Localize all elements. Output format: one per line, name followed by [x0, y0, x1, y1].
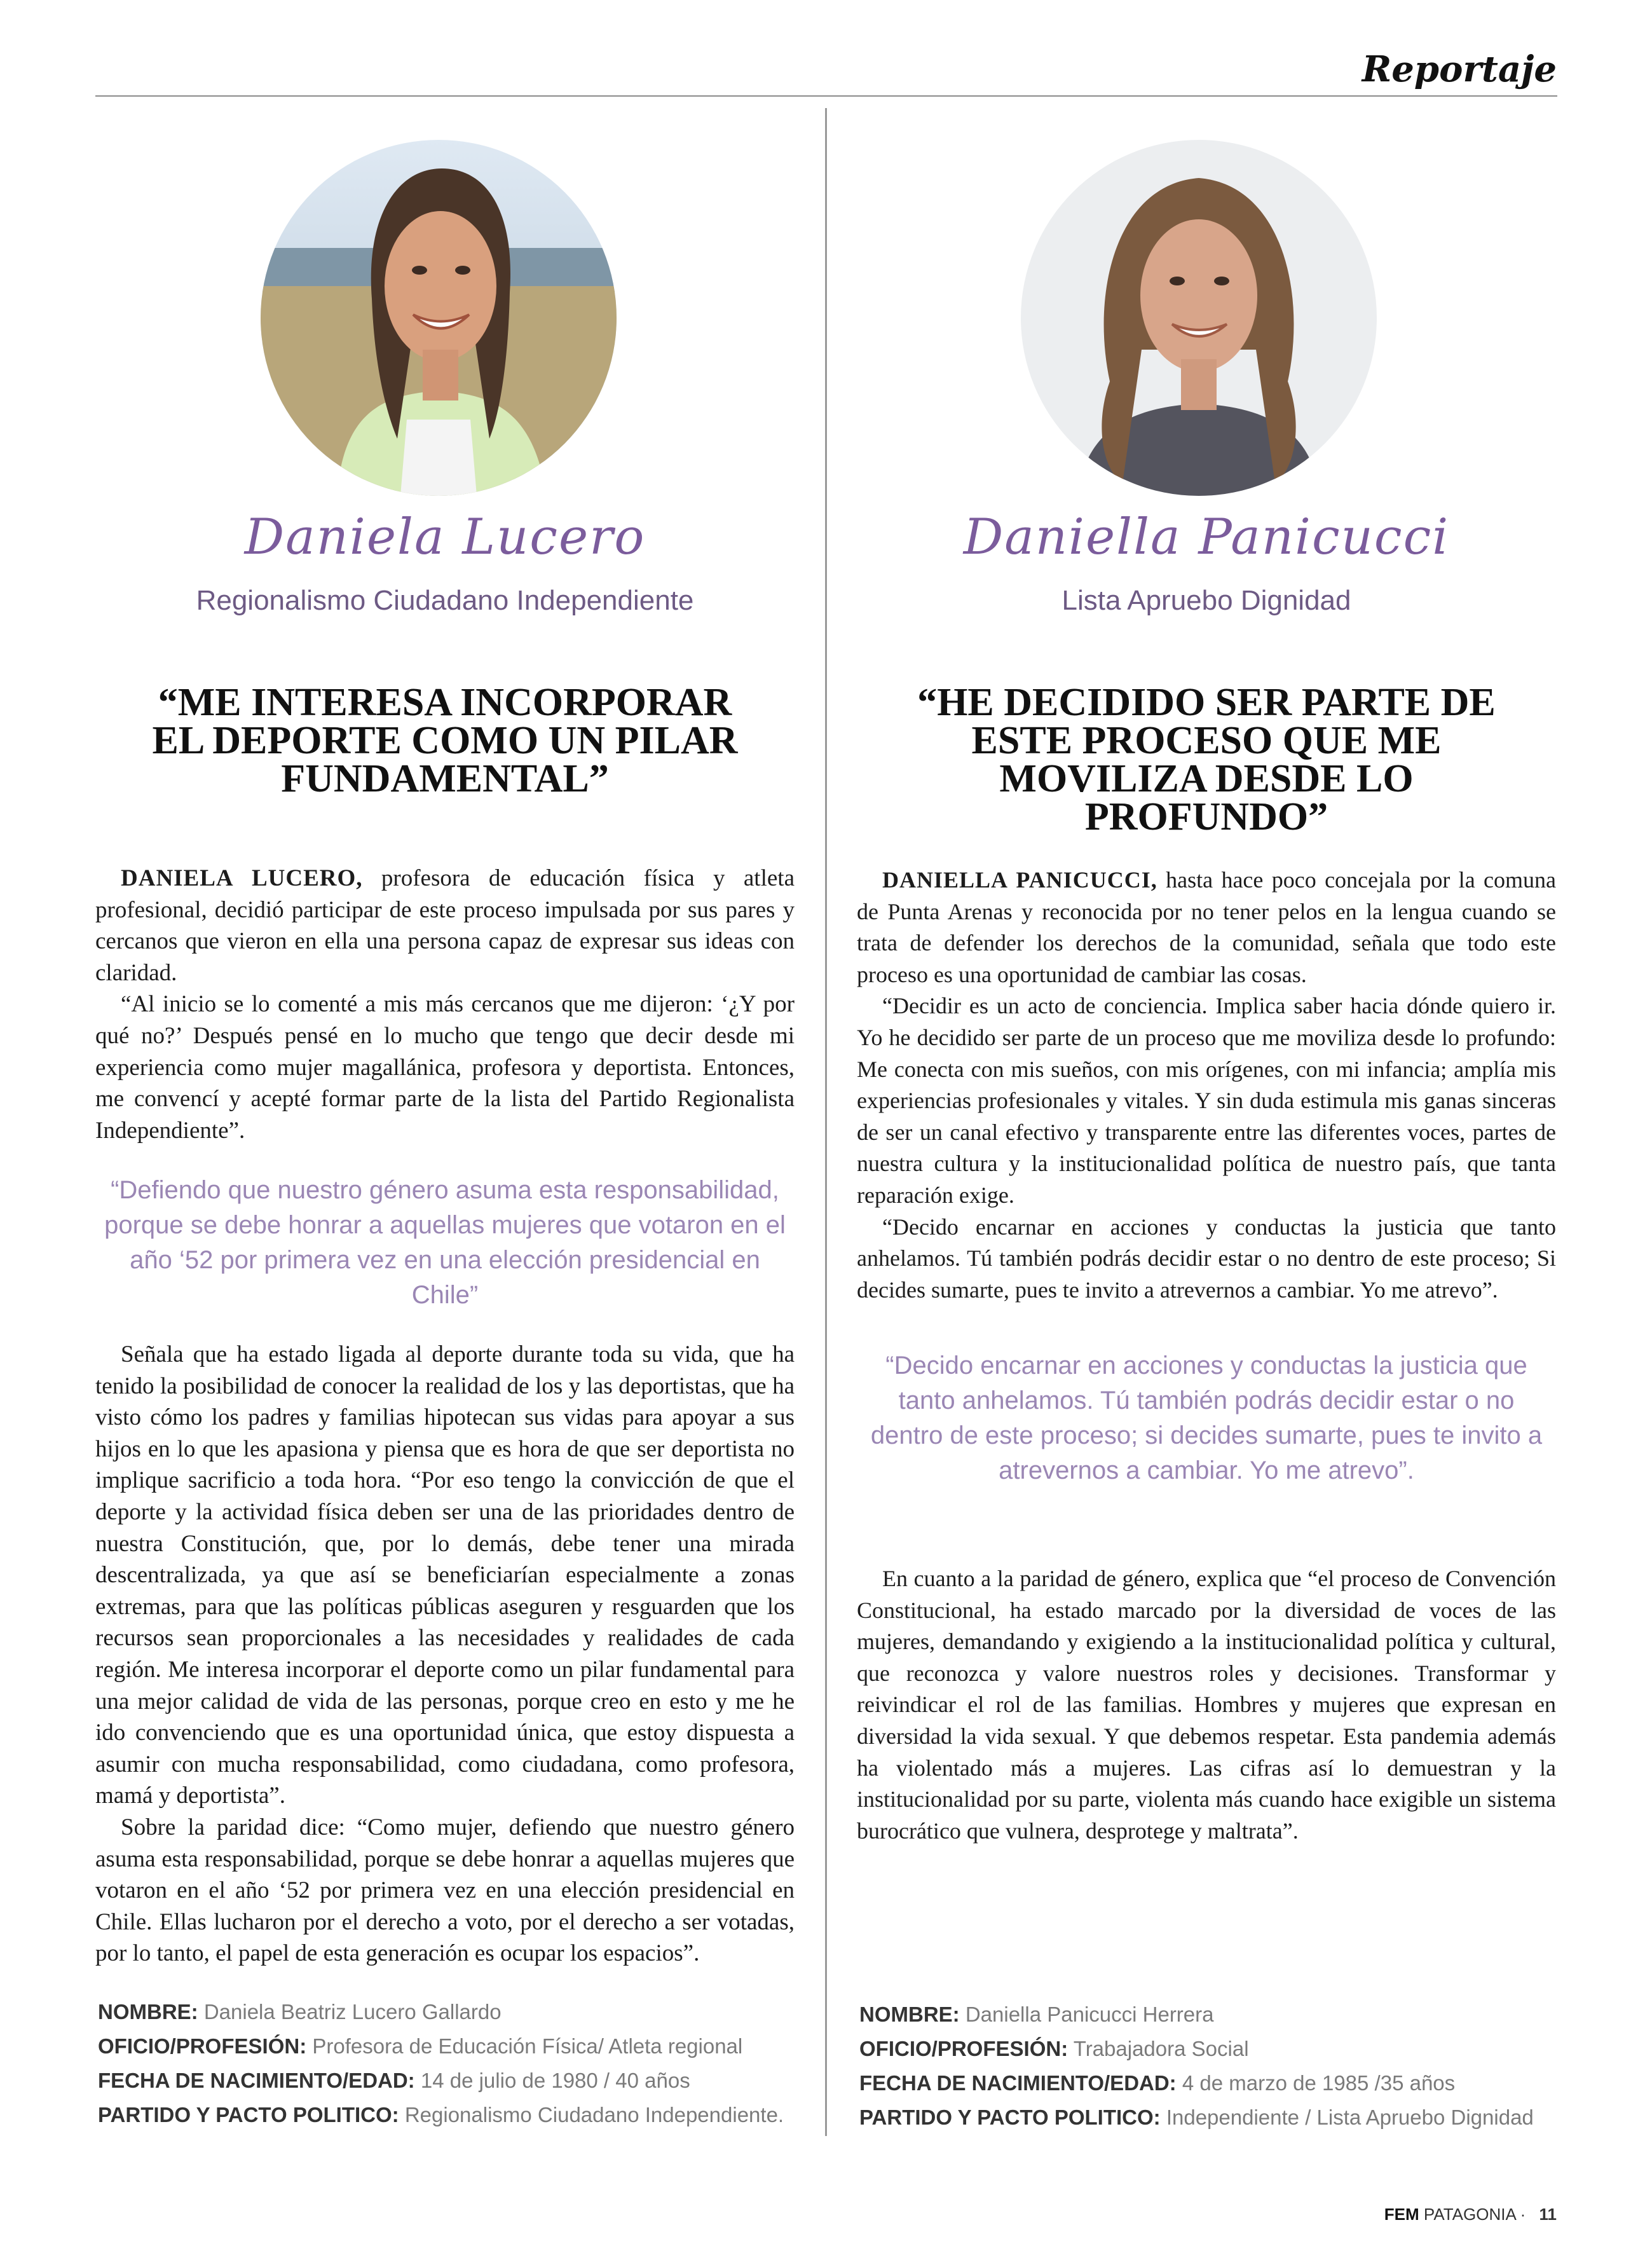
right-candidate-portrait	[1021, 140, 1377, 496]
left-paragraph-1-text: profesora de educación física y atleta profesional, decidió participar de este proceso impulsada por sus pares y cercanos que vieron en ella una persona capaz de expresar sus ideas con claridad.	[95, 865, 795, 986]
left-candidate-party: Regionalismo Ciudadano Independiente	[196, 585, 694, 616]
right-candidate-name: Daniella Panicucci	[963, 509, 1450, 566]
fact-value: Daniella Panicucci Herrera	[959, 2003, 1214, 2026]
left-paragraph-2: “Al inicio se lo comenté a mis más cercanos que me dijeron: ‘¿Y por qué no?’ Después pensé en lo mucho que tengo que decir desde mi experiencia como mujer magallánica, profesora y deportista. Entonces, me convencí y acepté formar parte de la lista del Partido Regionalista Independiente”.	[95, 991, 795, 1144]
fact-value: Daniela Beatriz Lucero Gallardo	[198, 2000, 502, 2024]
left-paragraph-3: Señala que ha estado ligada al deporte durante toda su vida, que ha tenido la posibilidad de conocer la realidad de los y las deportistas, que ha visto cómo los padres y familias hipotecan sus vidas para apoyar a sus hijos en lo que les apasiona y piensa que es hora de que ser deportista no implique sacrificio a toda hora. “Por eso tengo la convicción de que el deporte y la actividad física deben ser una de las prioridades dentro de nuestra Constitución, que, por lo demás, debe tener una mirada descentralizada, ya que así se beneficiarían especialmente a zonas extremas, para que las políticas públicas aseguren y resguarden que los recursos sean proporcionales a las necesidades y realidades de cada región. Me interesa incorporar el deporte como un pilar fundamental para una mejor calidad de vida de las personas, porque creo en esto y me he ido convenciendo que es una oportunidad única, que estoy dispuesta a asumir con mucha responsabilidad, como ciudadana, como profesora, mamá y deportista”.	[95, 1341, 795, 1809]
right-intro	[857, 865, 1556, 1306]
fact-label: NOMBRE:	[859, 2003, 960, 2026]
page-footer	[1384, 2205, 1557, 2224]
right-paragraph-1-text: hasta hace poco concejala por la comuna de Punta Arenas y reconocida por no tener pelos en la lengua cuando se trata de defender los derechos de la comunidad, señala que todo este proceso es una oportunidad de cambiar las cosas.	[857, 867, 1556, 987]
left-paragraph-4: Sobre la paridad dice: “Como mujer, defiendo que nuestro género asuma esta responsabilidad, porque se debe honrar a aquellas mujeres que votaron en el año ‘52 por primera vez en una elección presidencial en Chile. Ellas lucharon por el derecho a voto, por el derecho a ser votadas, por lo tanto, el papel de esta generación es ocupar los espacios”.	[95, 1814, 795, 1967]
left-fact-profession	[98, 2029, 797, 2064]
fact-label: NOMBRE:	[98, 2000, 198, 2024]
right-paragraph-1	[857, 865, 1556, 990]
fact-label: PARTIDO Y PACTO POLITICO:	[98, 2103, 399, 2126]
right-fact-party	[859, 2100, 1559, 2135]
fact-label: OFICIO/PROFESIÓN:	[859, 2037, 1068, 2060]
right-candidate-party: Lista Apruebo Dignidad	[1062, 585, 1351, 616]
fact-label: FECHA DE NACIMIENTO/EDAD:	[859, 2071, 1177, 2095]
right-pull-quote: “Decido encarnar en acciones y conductas la justicia que tanto anhelamos. Tú también podrás decidir estar o no dentro de este proceso; si decides sumarte, pues te invito a atrevernos a cambiar. Yo me atrevo”.	[870, 1352, 1543, 1484]
left-candidate-column	[95, 0, 795, 2174]
right-fact-name	[859, 1997, 1559, 2032]
column-divider	[825, 108, 827, 2136]
fact-value: Independiente / Lista Apruebo Dignidad	[1160, 2106, 1534, 2129]
left-pull-quote: “Defiendo que nuestro género asuma esta responsabilidad, porque se debe honrar a aquellas mujeres que votaron en el año ‘52 por primera vez en una elección presidencial en Chile”	[104, 1176, 786, 1309]
right-lead-name: DANIELLA PANICUCCI,	[882, 867, 1157, 893]
right-body-continued	[857, 1563, 1556, 1847]
fact-label: FECHA DE NACIMIENTO/EDAD:	[98, 2069, 415, 2092]
left-paragraph-1	[95, 863, 795, 989]
left-candidate-name: Daniela Lucero	[244, 509, 646, 566]
left-fact-box	[98, 1995, 797, 2132]
right-headline: “HE DECIDIDO SER PARTE DE ESTE PROCESO QUE ME MOVILIZA DESDE LO PROFUNDO”	[917, 681, 1496, 839]
magazine-name: PATAGONIA ·	[1423, 2205, 1526, 2224]
fact-value: Trabajadora Social	[1068, 2037, 1249, 2060]
magazine-brand: FEM	[1384, 2205, 1419, 2224]
left-lead-name: DANIELA LUCERO,	[121, 865, 363, 891]
fact-value: 4 de marzo de 1985 /35 años	[1176, 2071, 1456, 2095]
left-intro	[95, 863, 795, 1146]
right-fact-profession	[859, 2032, 1559, 2066]
left-headline: “ME INTERESA INCORPORAR EL DEPORTE COMO UN PILAR FUNDAMENTAL”	[152, 681, 738, 800]
page-number: 11	[1539, 2205, 1557, 2224]
right-fact-box	[859, 1997, 1559, 2135]
fact-value: 14 de julio de 1980 / 40 años	[414, 2069, 690, 2092]
fact-label: PARTIDO Y PACTO POLITICO:	[859, 2106, 1161, 2129]
section-title: Reportaje	[1362, 48, 1557, 90]
left-fact-party	[98, 2098, 797, 2132]
left-body-continued	[95, 1339, 795, 1969]
right-paragraph-3: “Decido encarnar en acciones y conductas la justicia que tanto anhelamos. Tú también podrás decidir estar o no dentro de este proceso; Si decides sumarte, pues te invito a atrevernos a cambiar. Yo me atrevo”.	[857, 1214, 1556, 1303]
fact-value: Profesora de Educación Física/ Atleta regional	[306, 2034, 743, 2058]
fact-label: OFICIO/PROFESIÓN:	[98, 2034, 307, 2058]
right-paragraph-4: En cuanto a la paridad de género, explica que “el proceso de Convención Constitucional, ha estado marcado por la diversidad de voces de las mujeres, demandando y exigiendo a la institucionalidad política y cultural, que reconozca y valore nuestros roles y decisiones. Transformar y reivindicar el rol de las familias. Hombres y mujeres que expresan en diversidad la vida sexual. Y que debemos respetar. Esta pandemia además ha violentado más a mujeres. Las cifras así lo demuestran y la institucionalidad por su parte, violenta más cuando hace exigible un sistema burocrático que vulnera, desprotege y maltrata”.	[857, 1566, 1556, 1844]
left-candidate-portrait	[261, 140, 617, 496]
left-fact-name	[98, 1995, 797, 2029]
right-fact-birthdate	[859, 2066, 1559, 2100]
left-fact-birthdate	[98, 2064, 797, 2098]
right-paragraph-2: “Decidir es un acto de conciencia. Implica saber hacia dónde quiero ir. Yo he decidido ser parte de un proceso que me moviliza desde lo profundo: Me conecta con mis sueños, con mis orígenes, con mi infancia; amplía mis experiencias profesionales y vitales. Y sin duda estimula mis ganas sinceras de ser un canal efectivo y transparente entre las diferentes voces, partes de nuestra cultura y la institucionalidad política de nuestro país, que tanta reparación exige.	[857, 993, 1556, 1208]
fact-value: Regionalismo Ciudadano Independiente.	[399, 2103, 784, 2126]
right-candidate-column	[857, 0, 1556, 2174]
